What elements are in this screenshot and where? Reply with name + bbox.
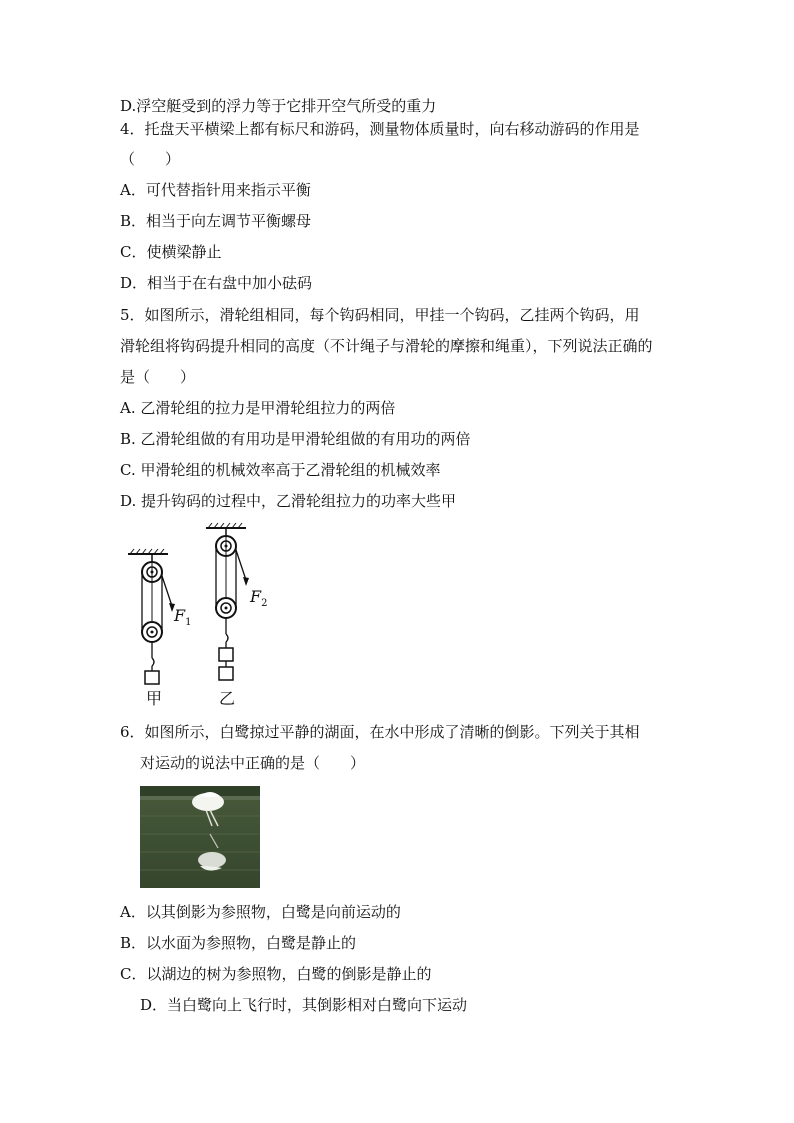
question-6-stem-line-1: 6．如图所示，白鹭掠过平静的湖面，在水中形成了清晰的倒影。下列关于其相 [120, 723, 640, 741]
question-5-option-c: C. 甲滑轮组的机械效率高于乙滑轮组的机械效率 [120, 461, 441, 479]
pulley-right-group [206, 523, 249, 680]
question-4-stem-line-1: 4．托盘天平横梁上都有标尺和游码，测量物体质量时，向右移动游码的作用是 [120, 120, 640, 138]
pulley-left-group [128, 549, 175, 684]
question-5-option-b: B. 乙滑轮组做的有用功是甲滑轮组做的有用功的两倍 [120, 430, 471, 448]
question-4-stem-line-2: （ ） [120, 150, 181, 168]
egret-lake-photo [140, 786, 260, 888]
question-6-option-b: B．以水面为参照物，白鹭是静止的 [120, 934, 357, 952]
force-label-f1: $F_1$ [174, 606, 192, 629]
question-5-option-a: A. 乙滑轮组的拉力是甲滑轮组拉力的两倍 [120, 399, 396, 417]
question-5-stem-line-1: 5．如图所示，滑轮组相同，每个钩码相同，甲挂一个钩码，乙挂两个钩码，用 [120, 306, 640, 324]
figure-label-jia: 甲 [146, 689, 163, 708]
question-4-option-a: A．可代替指针用来指示平衡 [120, 181, 311, 199]
force-label-f2: $F_2$ [250, 587, 268, 610]
question-3-option-d: D.浮空艇受到的浮力等于它排开空气所受的重力 [120, 97, 437, 115]
question-4-option-b: B．相当于向左调节平衡螺母 [120, 212, 312, 230]
question-4-option-c: C．使横梁静止 [120, 243, 222, 261]
question-6-option-a: A．以其倒影为参照物，白鹭是向前运动的 [120, 903, 401, 921]
question-5-option-d: D. 提升钩码的过程中，乙滑轮组拉力的功率大些甲 [120, 492, 457, 510]
question-6-option-c: C．以湖边的树为参照物，白鹭的倒影是静止的 [120, 965, 432, 983]
egret-photo-drawing [140, 786, 260, 888]
question-6-option-d: D．当白鹭向上飞行时，其倒影相对白鹭向下运动 [140, 996, 468, 1014]
question-5-stem-line-2: 滑轮组将钩码提升相同的高度（不计绳子与滑轮的摩擦和绳重），下列说法正确的 [120, 337, 653, 355]
question-5-stem-line-3: 是（ ） [120, 368, 196, 386]
pulley-figure [118, 520, 278, 710]
question-4-option-d: D．相当于在右盘中加小砝码 [120, 274, 313, 292]
figure-label-yi: 乙 [219, 689, 236, 708]
question-6-stem-line-2: 对运动的说法中正确的是（ ） [140, 754, 366, 772]
